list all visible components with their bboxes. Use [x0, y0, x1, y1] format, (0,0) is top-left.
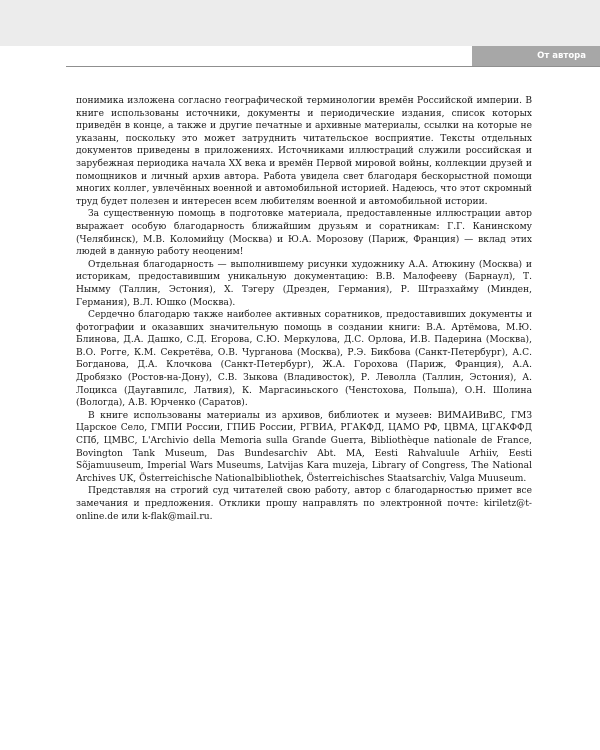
- body-text: [76, 95, 532, 523]
- header-rule: [66, 66, 600, 67]
- paragraph: Отдельная благодарность — выполнившему рисунки художнику А.А. Атюкину (Москва) и историкам, предоставившим уникальную документацию: В.В. Малофееву (Барнаул), Т. Ныммy (Таллин, Эстония), Х. Тэгеру (Дрезден, Германия), Р. Штразхайму (Минден, Германия), В.Л. Юшко (Москва).: [76, 259, 532, 308]
- paragraph: В книге использованы материалы из архивов, библиотек и музеев: ВИМАИВиВС, ГМЗ Царское Село, ГМПИ России, ГПИБ России, РГВИА, РГАКФД, ЦАМО РФ, ЦВМА, ЦГАКФФД СПб, ЦМВС, L'Archivio della Memoria sulla Grande Guerra, Bibliothèque nationale de France, Bovington Tank Museum, Das Bundesarchiv Abt. MA, Eesti Rahvaluule Arhiiv, Eesti Sõjamuuseum, Imperial Wars Museums, Latvijas Kara muzeja, Library of Congress, The National Archives UK, Österreichische Nationalbibliothek, Österreichisches Staatsarchiv, Valga Muuseum.: [76, 410, 532, 484]
- paragraph: Сердечно благодарю также наиболее активных соратников, предоставивших документы и фотографии и оказавших значительную помощь в создании книги: В.А. Артёмова, М.Ю. Блинова, Д.А. Дашко, С.Д. Егорова, С.Ю. Меркулова, Д.С. Орлова, И.В. Падерина (Москва), В.О. Рогге, К.М. Секретёва, О.В. Чурганова (Москва), Р.Э. Бикбова (Санкт-Петербург), А.С. Богданова, Д.А. Клочкова (Санкт-Петербург), Ж.А. Горохова (Париж, Франция), А.А. Дробязко (Ростов-на-Дону), С.В. Зыкова (Владивосток), Р. Леволла (Таллин, Эстония), А. Лоцикса (Даугавпилс, Латвия), К. Маргасиньского (Ченстохова, Польша), О.Н. Шолина (Вологда), А.В. Юрченко (Саратов).: [76, 310, 532, 409]
- section-title: От автора: [537, 51, 586, 61]
- paragraph: понимика изложена согласно географической терминологии времён Российской империи. В книге использованы источники, документы и периодические издания, список которых приведён в конце, а также и другие печатные и архивные материалы, ссылки на которые не указаны, поскольку это может затруднить читательское восприятие. Тексты отдельных документов приведены в приложениях. Источниками иллюстраций служили российская и зарубежная периодика начала XX века и времён Первой мировой войны, коллекции друзей и помощников и личный архив автора. Работа увидела свет благодаря бескорыстной помощи многих коллег, увлечённых военной и автомобильной историей. Надеюсь, что этот скромный труд будет полезен и интересен всем любителям военной и автомобильной истории.: [76, 96, 532, 207]
- paragraph: Представляя на строгий суд читателей свою работу, автор с благодарностью примет все замечания и предложения. Отклики прошу направлять по электронной почте: kiriletz@t-online.de или k-flak@mail.ru.: [76, 486, 532, 522]
- paragraph: За существенную помощь в подготовке материала, предоставленные иллюстрации автор выражает особую благодарность ближайшим друзьям и соратникам: Г.Г. Канинскому (Челябинск), М.В. Коломийцу (Москва) и Ю.А. Морозову (Париж, Франция) — вклад этих людей в данную работу неоценим!: [76, 209, 532, 258]
- header-band: [0, 0, 600, 46]
